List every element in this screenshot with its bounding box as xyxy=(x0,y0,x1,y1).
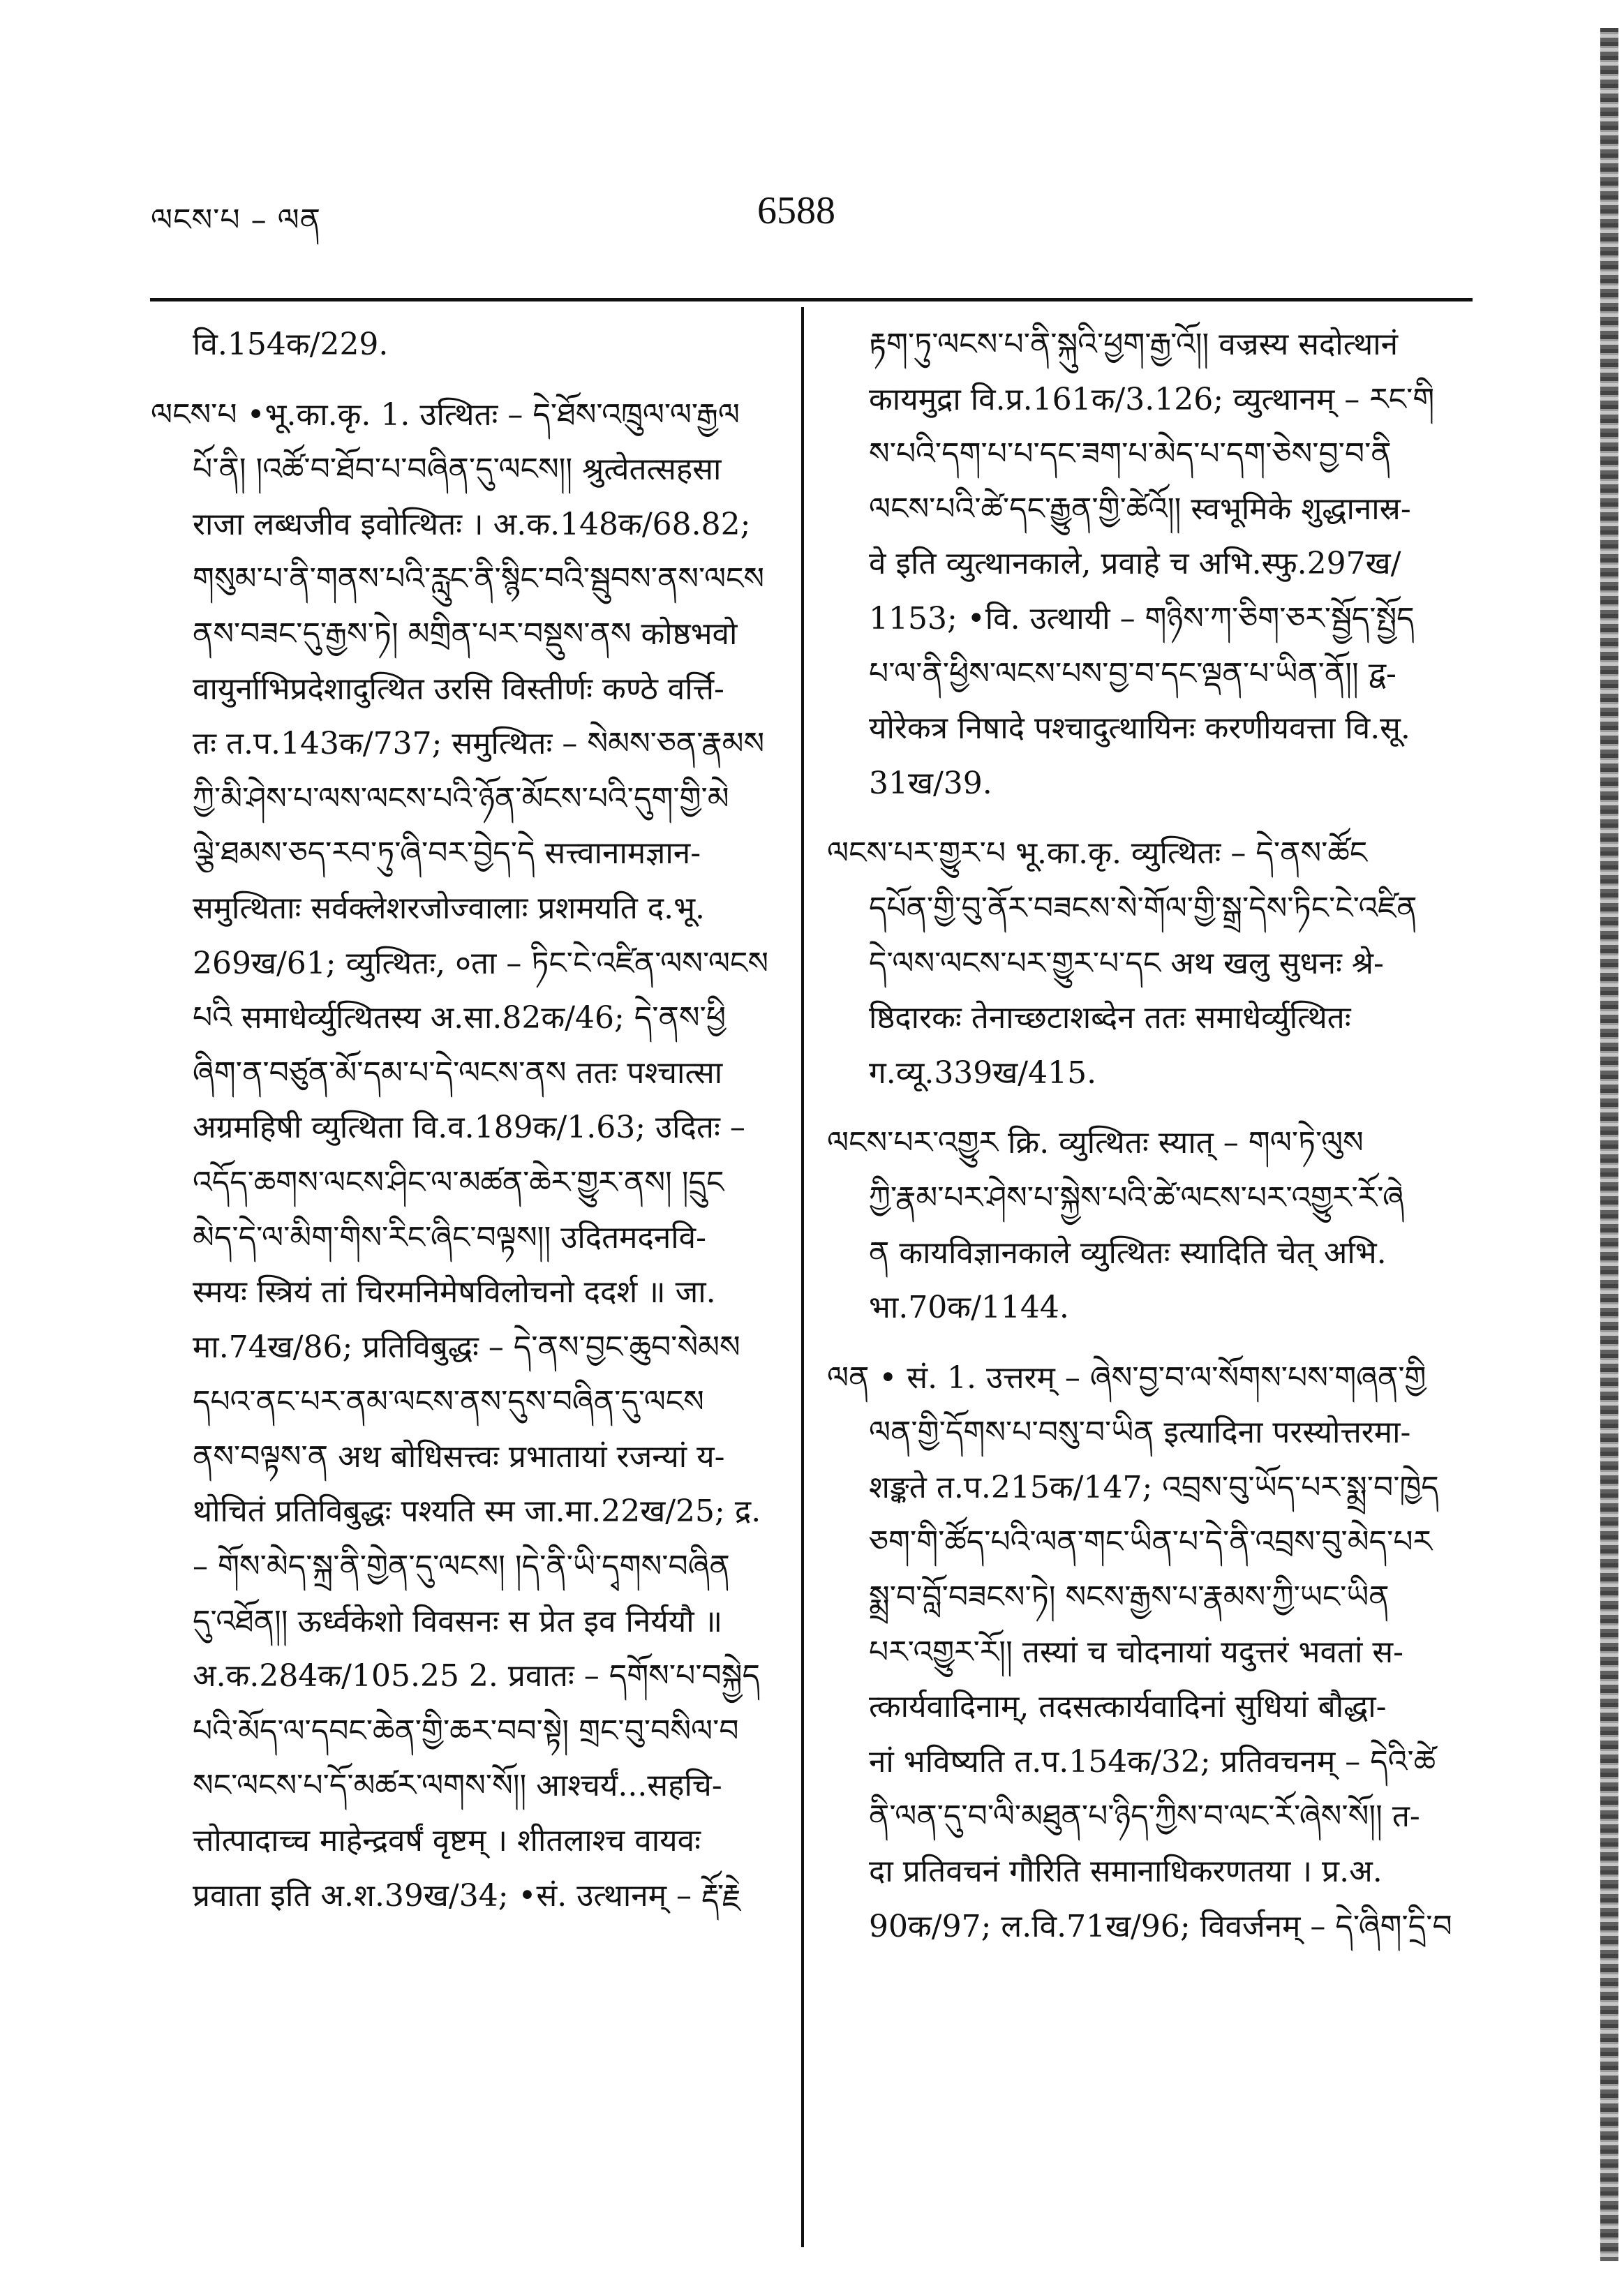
text-line: མེད་དེ་ལ་མིག་གིས་རིང་ཞིང་བལྟས།། उदितमदनवि- xyxy=(193,1219,706,1256)
scan-edge xyxy=(1600,28,1618,2261)
text-line: स्मयः स्त्रियं तां चिरमनिमेषविलोचनो ददर्श ॥ जा. xyxy=(193,1274,716,1311)
text-line: कायमुद्रा वि.प्र.161क/3.126; व्युत्थानम् – རང་གི xyxy=(869,381,1435,417)
text-line: སང་ལངས་པ་དོ་མཚར་ལགས་སོ།། आश्चर्यं...सहचि- xyxy=(193,1768,722,1804)
text-line: नां भविष्यति त.प.154क/32; प्रतिवचनम् – དེའི་ཚེ xyxy=(869,1743,1436,1780)
text-line: शङ्कते त.प.215क/147; འབྲས་བུ་ཡོད་པར་སྨྲ་བ་ཁྱེད xyxy=(869,1469,1439,1505)
text-line: भा.70क/1144. xyxy=(869,1290,1069,1326)
text-line: ष्ठिदारकः तेनाच्छटाशब्देन ततः समाधेर्व्युत्थितः xyxy=(869,1000,1351,1036)
text-line: वि.154क/229. xyxy=(193,327,389,362)
text-line: मा.74ख/86; प्रतिविबुद्धः – དེ་ནས་བྱང་ཆུབ་སེམས xyxy=(193,1329,740,1365)
text-line: རྟག་ཏུ་ལངས་པ་ནི་སྐུའི་ཕྱག་རྒྱ་འོ།། वज्रस्य सदोत्थानं xyxy=(869,327,1399,362)
text-line: པའི་མོད་ལ་དབང་ཆེན་གྱི་ཆར་བབ་སྟེ། གྲང་བུ་བསིལ་བ xyxy=(193,1713,739,1749)
text-line: ग.व्यू.339ख/415. xyxy=(869,1055,1097,1091)
text-line: 269ख/61; व्युत्थितः, ०ता – ཏིང་ངེ་འཛིན་ལས་ལངས xyxy=(193,945,769,981)
text-line: ནས་བལྟས་ན अथ बोधिसत्त्वः प्रभातायां रजन्यां य- xyxy=(193,1438,725,1475)
text-line: ཀྱི་མི་ཤེས་པ་ལས་ལངས་པའི་ཉོན་མོངས་པའི་དུག་གྱི་མེ xyxy=(193,780,729,817)
text-line: པ་ལ་ནི་ཕྱིས་ལངས་པས་བྱ་བ་དང་ལྡན་པ་ཡིན་ནོ།། द्व- xyxy=(869,655,1396,692)
entry-headword-line: ལངས་པར་འགྱུར क्रि. व्युत्थितः स्यात् – གལ་ཏེ་ལུས xyxy=(827,1125,1364,1161)
right-column xyxy=(827,318,1473,1954)
text-line: समुत्थिताः सर्वक्लेशरजोज्वालाः प्रशमयति द.भू. xyxy=(193,890,706,926)
left-column xyxy=(151,318,779,1923)
page-number: 6588 xyxy=(757,189,835,232)
text-line: राजा लब्धजीव इवोत्थितः । अ.क.148क/68.82; xyxy=(193,506,751,542)
text-line: ཀྱི་རྣམ་པར་ཤེས་པ་སྐྱེས་པའི་ཚེ་ལངས་པར་འགྱུར་རོ་ཞེ xyxy=(869,1179,1404,1216)
running-head: ལངས་པ – ལན xyxy=(151,202,321,238)
text-line: त्तोत्पादाच्च माहेन्द्रवर्षं वृष्टम् । शीतलाश्च वायवः xyxy=(193,1823,701,1859)
entry-headword-line: ལན • सं. 1. उत्तरम् – ཞེས་བྱ་བ་ལ་སོགས་པས་གཞན་གྱི xyxy=(827,1359,1426,1396)
column-divider xyxy=(801,307,804,2247)
text-line: ཅག་གི་ཚོད་པའི་ལན་གང་ཡིན་པ་དེ་ནི་འབྲས་བུ་མེད་པར xyxy=(869,1524,1433,1560)
text-line: དཔོན་གྱི་བུ་ནོར་བཟངས་སེ་གོལ་གྱི་སྒྲ་དེས་ཏིང་ངེ་འཛིན xyxy=(869,890,1417,926)
text-line: གསུམ་པ་ནི་གནས་པའི་རླུང་ནི་སྙིང་བའི་སྦུབས་ནས་ལངས xyxy=(193,561,765,597)
text-line: अग्रमहिषी व्युत्थिता वि.व.189क/1.63; उदितः – xyxy=(193,1110,745,1146)
entry-headword-line: ལངས་པ •भू.का.कृ. 1. उत्थितः – དེ་ཐོས་འཁྲུལ་ལ་རྒྱལ xyxy=(151,396,740,433)
text-line: ཞིག་ན་བཙུན་མོ་དམ་པ་དེ་ལངས་ནས ततः पश्चात्सा xyxy=(193,1055,723,1091)
text-line: तः त.प.143क/737; समुत्थितः – སེམས་ཅན་རྣམས xyxy=(193,726,765,762)
text-line: – གོས་མེད་སྐྲ་ནི་གྱེན་དུ་ལངས། །དེ་ནི་ཡི་དྭགས་བཞིན xyxy=(193,1549,730,1585)
text-line: དུ་འཐོན།། ऊर्ध्वकेशो विवसनः स प्रेत इव निर्ययौ ॥ xyxy=(193,1603,723,1639)
text-line: དེ་ལས་ལངས་པར་གྱུར་པ་དང अथ खलु सुधनः श्रे- xyxy=(869,945,1384,981)
text-line: 31ख/39. xyxy=(869,765,992,801)
text-line: 90क/97; ल.वि.71ख/96; विवर्जनम् – དེ་ཞིག་དྲི་བ xyxy=(869,1908,1452,1944)
text-line: ལྕེ་ཐམས་ཅད་རབ་ཏུ་ཞི་བར་བྱེད་དེ सत्त्वानामज्ञान- xyxy=(193,835,701,872)
text-line: ལན་གྱི་དོགས་པ་བསུ་བ་ཡིན इत्यादिना परस्योत्तरमा- xyxy=(869,1415,1411,1451)
text-line: དཔའ་ནང་པར་ནམ་ལངས་ནས་དུས་བཞིན་དུ་ལངས xyxy=(193,1384,704,1420)
text-line: སྨྲ་བ་བློ་བཟངས་ཏེ། སངས་རྒྱས་པ་རྣམས་ཀྱི་ཡང་ཡིན xyxy=(869,1579,1390,1616)
text-line: थोचितं प्रतिविबुद्धः पश्यति स्म जा.मा.22ख/25; द्र. xyxy=(193,1493,761,1530)
text-line: योरेकत्र निषादे पश्चादुत्थायिनः करणीयवत्ता वि.सू. xyxy=(869,710,1410,747)
text-line: प्रवाता इति अ.श.39ख/34; •सं. उत्थानम् – རྡོ་རྗེ xyxy=(193,1877,741,1914)
text-line: अ.क.284क/105.25 2. प्रवातः – དགོས་པ་བསྐྱེད xyxy=(193,1658,760,1694)
text-line: त्कार्यवादिनाम्, तदसत्कार्यवादिनां सुधियां बौद्धा- xyxy=(869,1689,1387,1725)
text-line: वे इति व्युत्थानकाले, प्रवाहे च अभि.स्फु.297ख/ xyxy=(869,546,1401,582)
entry-headword-line: ལངས་པར་གྱུར་པ भू.का.कृ. व्युत्थितः – དེ་ནས་ཚོང xyxy=(827,835,1368,872)
text-line: वायुर्नाभिप्रदेशादुत्थित उरसि विस्तीर्णः कण्ठे वर्त्ति- xyxy=(193,671,724,707)
text-line: འདོད་ཆགས་ལངས་ཤིང་ལ་མཚན་ཆེར་གྱུར་ནས། །དྲུང xyxy=(193,1164,724,1200)
text-line: 1153; •वि. उत्थायी – གཉིས་ཀ་ཅིག་ཅར་སྦྱོད་སྤྱོད xyxy=(869,600,1415,636)
text-line: ནི་ལན་དུ་བ་ལི་མཐུན་པ་ཉིད་ཀྱིས་བ་ལང་རོ་ཞེས་སོ།། त- xyxy=(869,1798,1420,1835)
text-line: ན कायविज्ञानकाले व्युत्थितः स्यादिति चेत् अभि. xyxy=(869,1235,1387,1271)
text-line: दा प्रतिवचनं गौरिति समानाधिकरणतया । प्र.अ. xyxy=(869,1854,1383,1890)
text-line: པར་འགྱུར་རོ།། तस्यां च चोदनायां यदुत्तरं भवतां स- xyxy=(869,1634,1403,1670)
text-line: ལངས་པའི་ཚེ་དང་རྒྱུན་གྱི་ཚེའོ།། स्वभूमिके शुद्धानास्र- xyxy=(869,491,1411,527)
text-line: པོ་ནི། །འཚོ་བ་ཐོབ་པ་བཞིན་དུ་ལངས།། श्रुत्वेतत्सहसा xyxy=(193,452,722,488)
header-rule xyxy=(150,298,1473,301)
text-line: ས་པའི་དག་པ་པ་དང་ཟག་པ་མེད་པ་དག་ཅེས་བྱ་བ་ནི xyxy=(869,436,1392,472)
text-line: པའི समाधेर्व्युत्थितस्य अ.सा.82क/46; དེ་ནས་ཕྱི xyxy=(193,1000,727,1036)
text-line: ནས་བཟང་དུ་རྒྱས་ཏེ། མགྲིན་པར་བསྡུས་ནས कोष्ठभवो xyxy=(193,616,738,652)
